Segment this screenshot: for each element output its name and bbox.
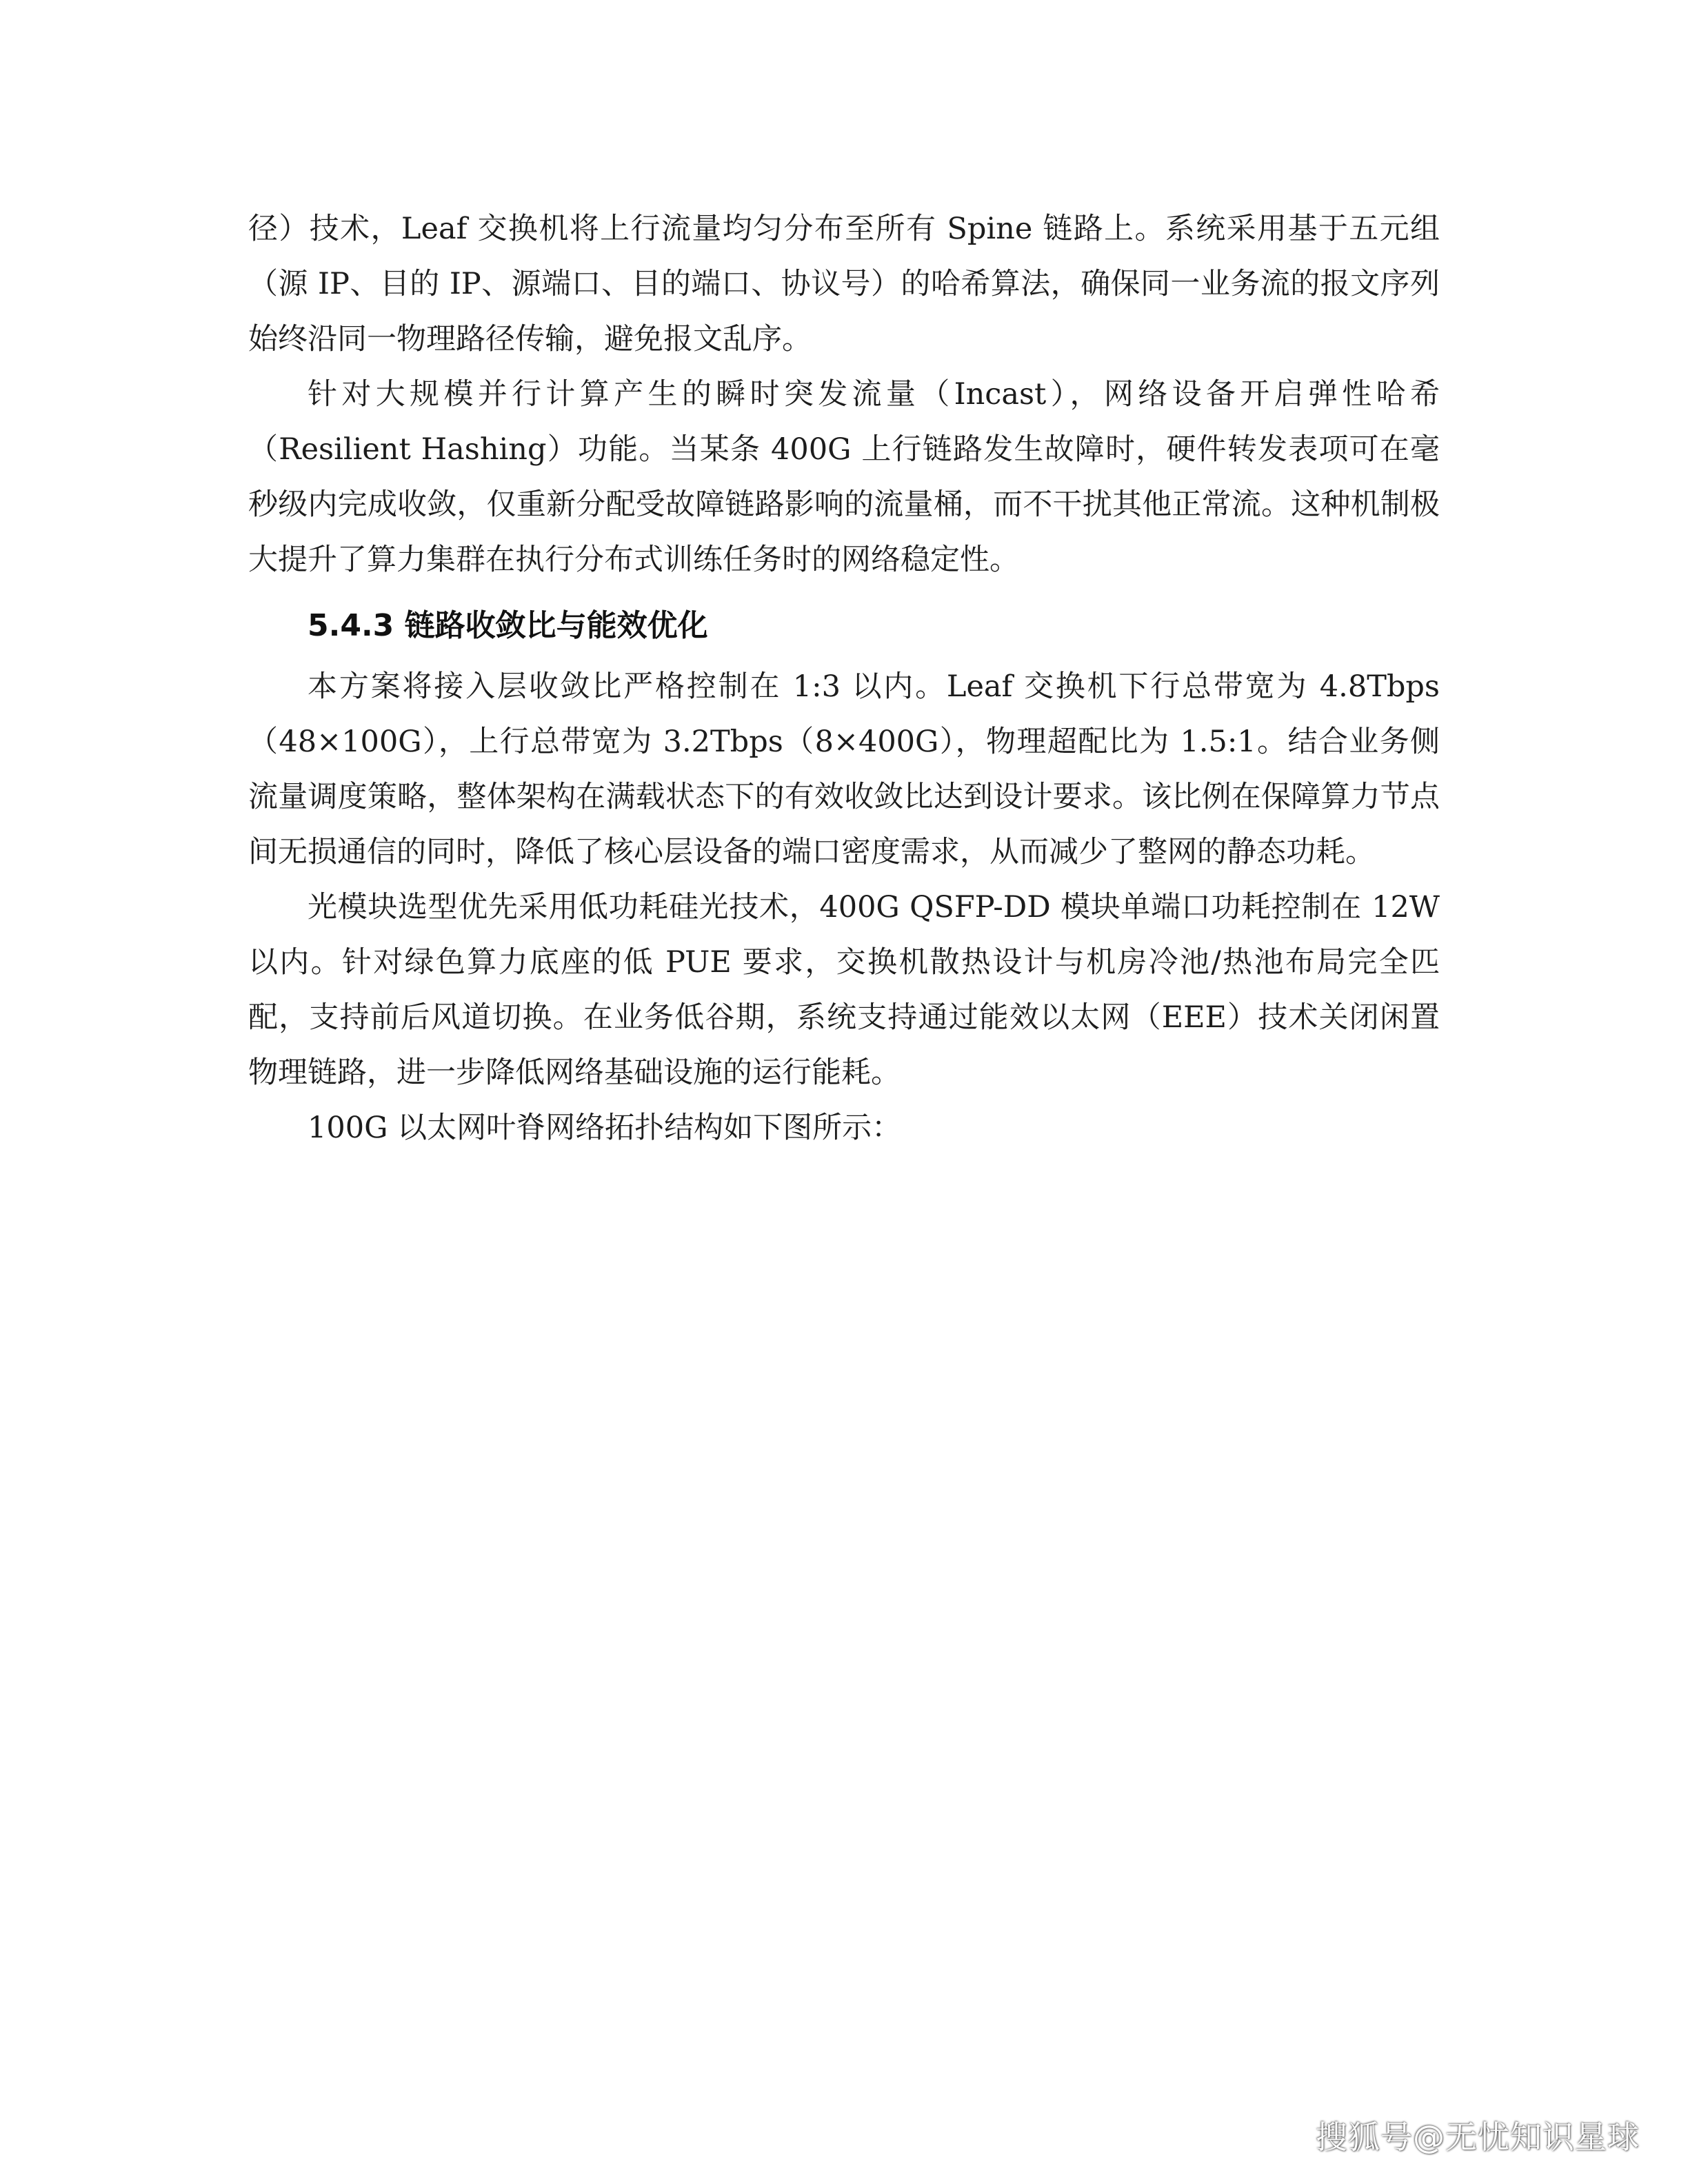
paragraph-topology-intro: 100G 以太网叶脊网络拓扑结构如下图所示： — [308, 1111, 902, 1145]
paragraph-optical-module: 光模块选型优先采用低功耗硅光技术，400G QSFP-DD 模块单端口功耗控制在 12W 以内。针对绿色算力底座的低 PUE 要求，交换机散热设计与机房冷池/热池布局完全匹配，支持前后风道切换。在业务低谷期，系统支持通过能效以太网（EEE）技术关闭闲置物理链路，进一步降低网络基础设施的运行能耗。 — [248, 890, 1440, 1090]
watermark-text: 搜狐号@无忧知识星球 — [1316, 2119, 1640, 2156]
document-body — [248, 201, 1440, 1155]
paragraph-hashing-continuation: 径）技术，Leaf 交换机将上行流量均匀分布至所有 Spine 链路上。系统采用基于五元组（源 IP、目的 IP、源端口、目的端口、协议号）的哈希算法，确保同一业务流的报文序列始终沿同一物理路径传输，避免报文乱序。 — [248, 212, 1440, 356]
paragraph-resilient-hashing: 针对大规模并行计算产生的瞬时突发流量（Incast），网络设备开启弹性哈希（Resilient Hashing）功能。当某条 400G 上行链路发生故障时，硬件转发表项可在毫秒级内完成收敛，仅重新分配受故障链路影响的流量桶，而不干扰其他正常流。这种机制极大提升了算力集群在执行分布式训练任务时的网络稳定性。 — [248, 377, 1440, 577]
section-heading: 5.4.3 链路收敛比与能效优化 — [308, 608, 708, 643]
paragraph-convergence-ratio: 本方案将接入层收敛比严格控制在 1:3 以内。Leaf 交换机下行总带宽为 4.8Tbps（48×100G），上行总带宽为 3.2Tbps（8×400G），物理超配比为 1.5:1。结合业务侧流量调度策略，整体架构在满载状态下的有效收敛比达到设计要求。该比例在保障算力节点间无损通信的同时，降低了核心层设备的端口密度需求，从而减少了整网的静态功耗。 — [248, 669, 1440, 869]
